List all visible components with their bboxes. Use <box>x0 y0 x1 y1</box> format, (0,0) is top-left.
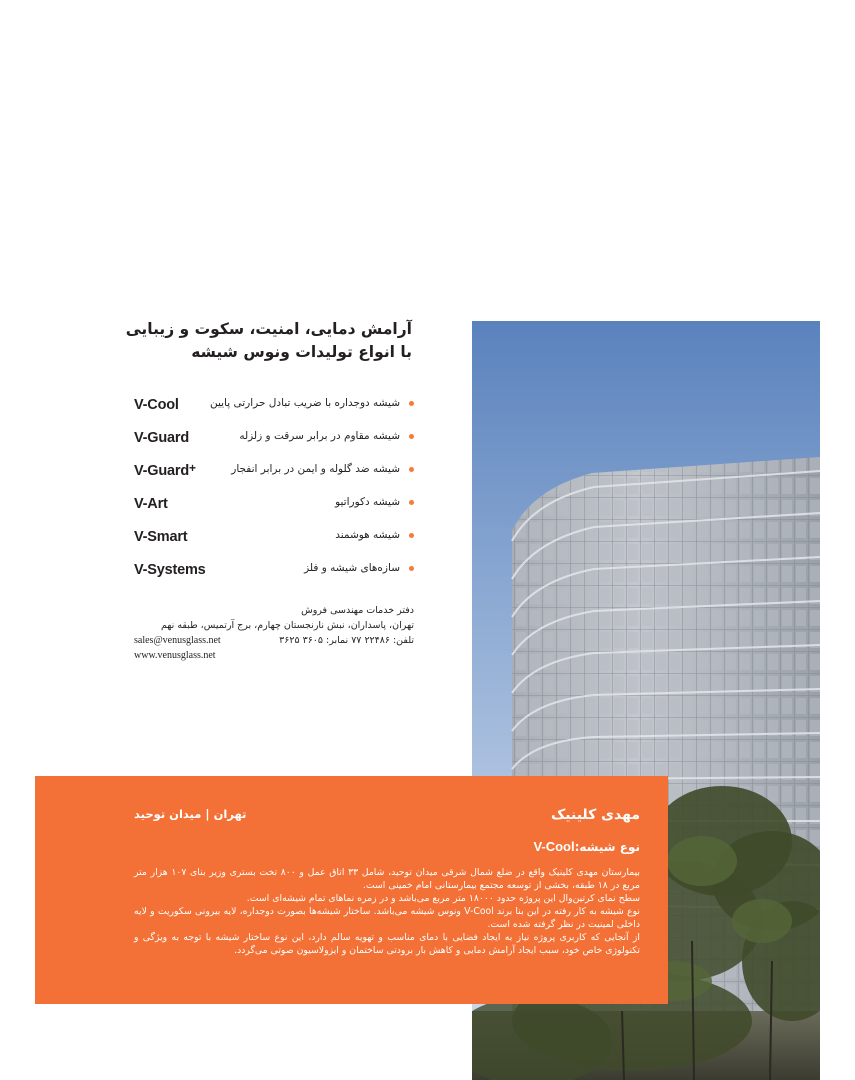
project-title: مهدی کلینیک <box>550 807 640 823</box>
product-item <box>134 389 414 422</box>
project-location: تهران | میدان توحید <box>134 807 247 821</box>
headline <box>112 318 412 364</box>
headline-line-2: با انواع تولیدات ونوس شیشه <box>191 343 412 361</box>
bullet-icon <box>409 401 414 406</box>
email-link[interactable]: sales@venusglass.net <box>134 635 221 646</box>
glass-type <box>533 839 640 854</box>
product-brand: V-Cool <box>134 397 179 413</box>
headline-line-1: آرامش دمایی، امنیت، سکوت و زیبایی <box>125 320 412 338</box>
description-paragraph: سطح نمای کرتین‌وال این پروژه حدود ۱۸۰۰۰ متر مربع می‌باشد و در زمره نماهای تمام شیشه‌ای است. <box>246 893 640 904</box>
product-item <box>134 455 414 488</box>
product-brand: V-Smart <box>134 529 188 545</box>
product-item <box>134 554 414 587</box>
bullet-icon <box>409 467 414 472</box>
product-brand: V-Guard <box>134 430 189 446</box>
description-paragraph: بیمارستان مهدی کلینیک واقع در ضلع شمال شرقی میدان توحید، شامل ۳۳ اتاق عمل و ۸۰۰ تخت بستری وزیر بنای ۱۰۷ هزار متر مربع در ۱۸ طبقه، بخشی از توسعه مجتمع بیمارستانی امام خمینی است. <box>134 867 640 891</box>
office-address: تهران، پاسداران، نبش نارنجستان چهارم، برج آرتمیس، طبقه نهم <box>160 620 414 631</box>
product-description: سازه‌های شیشه و فلز <box>304 562 400 574</box>
product-item <box>134 521 414 554</box>
product-description: شیشه دکوراتیو <box>335 496 400 508</box>
product-description: شیشه هوشمند <box>335 529 400 541</box>
website-link[interactable]: www.venusglass.net <box>134 650 216 661</box>
project-panel <box>35 776 668 1004</box>
product-list <box>134 389 414 587</box>
office-name: دفتر خدمات مهندسی فروش <box>301 605 414 616</box>
product-description: شیشه دوجداره با ضریب تبادل حرارتی پایین <box>209 397 400 409</box>
product-brand: V-Art <box>134 496 168 512</box>
contact-block <box>134 603 414 663</box>
product-item <box>134 422 414 455</box>
product-brand: V-Guard+ <box>134 461 196 479</box>
glass-type-value: V-Cool <box>533 839 575 854</box>
bullet-icon <box>409 500 414 505</box>
project-description <box>134 866 640 957</box>
product-description: شیشه ضد گلوله و ایمن در برابر انفجار <box>231 463 400 475</box>
description-paragraph: نوع شیشه به کار رفته در این بنا برند V-Cool ونوس شیشه می‌باشد. ساختار شیشه‌ها بصورت دوجداره، لایه بیرونی سکوریت و لایه داخلی لمینیت در نظر گرفته شده است. <box>134 906 640 930</box>
bullet-icon <box>409 434 414 439</box>
product-brand: V-Systems <box>134 562 206 578</box>
phone-fax: تلفن: ۲۲۴۸۶ ۷۷ نمابر: ۳۶۰۵ ۳۶۲۵ <box>279 635 414 646</box>
bullet-icon <box>409 566 414 571</box>
bullet-icon <box>409 533 414 538</box>
description-paragraph: از آنجایی که کاربری پروژه نیاز به ایجاد فضایی با دمای مناسب و تهویه سالم دارد، این نوع ساختار شیشه با توجه به ویژگی و تکنولوژی خاص خود، سبب ایجاد آرامش دمایی و کاهش بار برودتی ساختمان و ایزولاسیون صوتی می‌گردد. <box>134 932 640 956</box>
product-item <box>134 488 414 521</box>
glass-type-label: نوع شیشه: <box>574 840 640 854</box>
product-description: شیشه مقاوم در برابر سرقت و زلزله <box>239 430 400 442</box>
